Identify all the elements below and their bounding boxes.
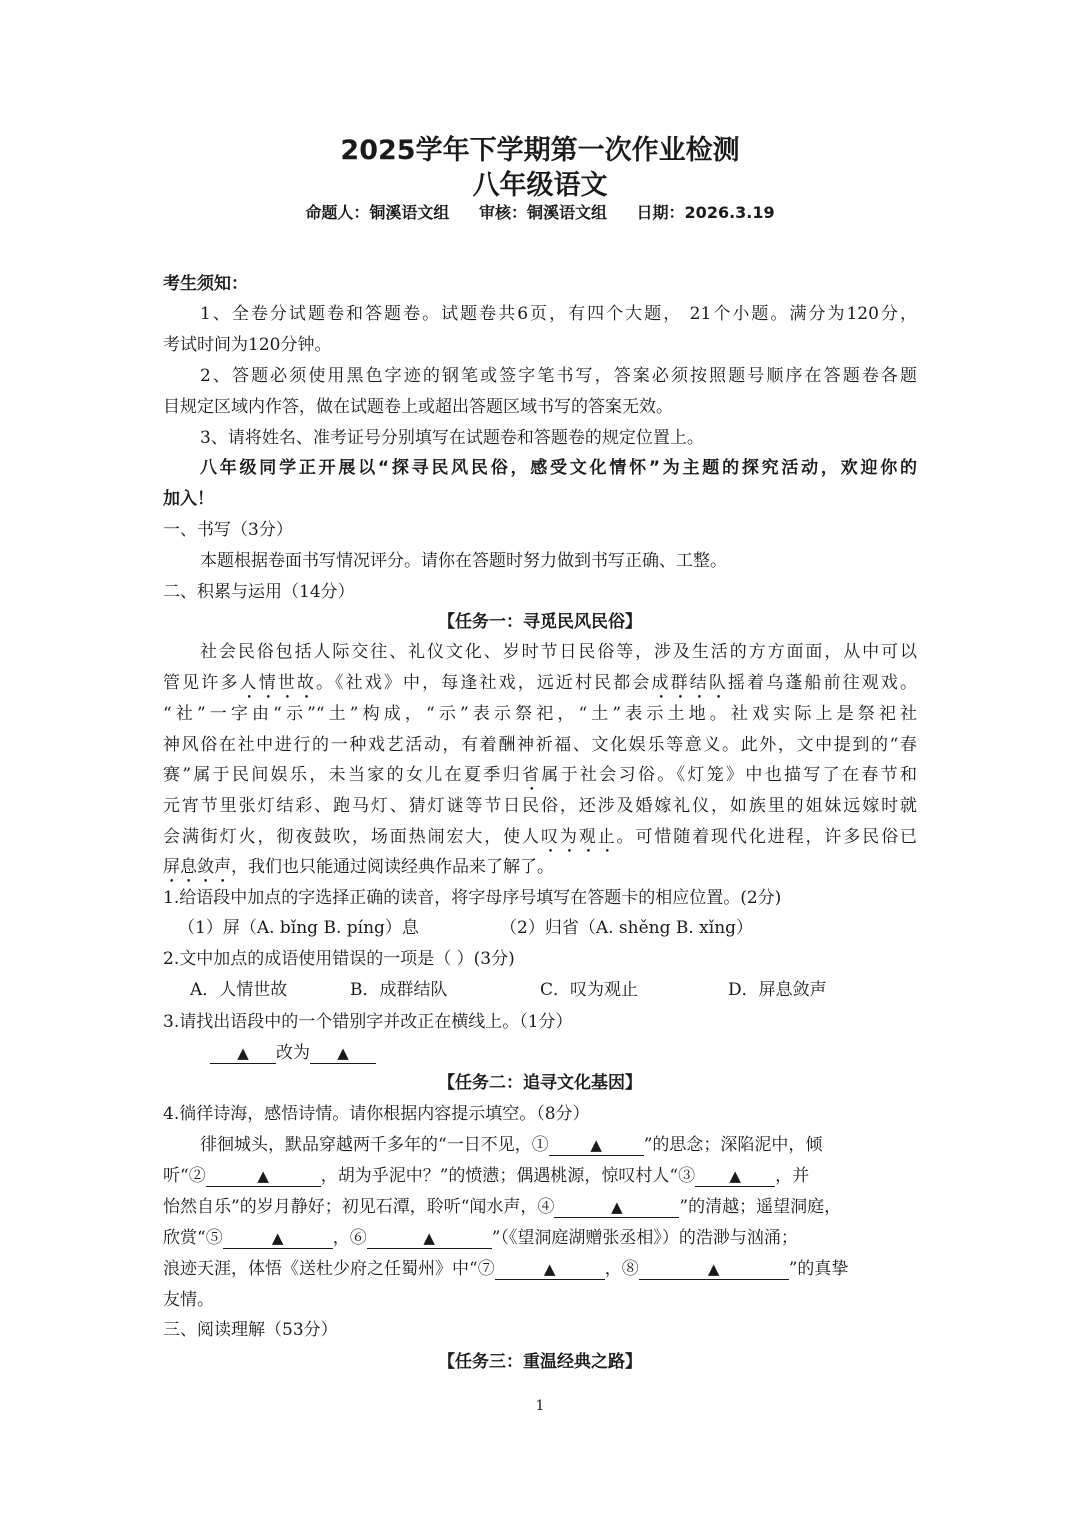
triangle-marker-icon: ▲ — [729, 1167, 741, 1185]
answer-blank-5[interactable] — [223, 1228, 333, 1249]
question-1-option-1: （1）屏（A. bǐng B. píng）息 — [178, 918, 419, 938]
triangle-marker-icon: ▲ — [237, 1044, 249, 1062]
question-2-option-b: B．成群结队 — [350, 980, 448, 1000]
notice-item-2a: 2、答题必须使用黑色字迹的钢笔或签字笔书写，答案必须按照题号顺序在答题卷各题 — [200, 366, 917, 386]
question-2-option-a: A．人情世故 — [190, 980, 288, 1000]
dotted-idiom-2: 成群结队 — [651, 673, 728, 693]
question-4: 4.徜徉诗海，感悟诗情。请你根据内容提示填空。（8分） — [163, 1104, 590, 1124]
q4-line-2: 听“② ▲ ，胡为乎泥中？”的愤懑；偶遇桃源，惊叹村人“③ ▲ ，并 — [163, 1166, 810, 1186]
answer-blank-6[interactable] — [367, 1228, 492, 1249]
intro-line-1: 八年级同学正开展以“探寻民风民俗，感受文化情怀”为主题的探究活动，欢迎你的 — [200, 458, 917, 478]
reviewer: 审核：铜溪语文组 — [478, 203, 607, 222]
triangle-marker-icon: ▲ — [611, 1198, 623, 1216]
author: 命题人：铜溪语文组 — [305, 203, 450, 222]
triangle-marker-icon: ▲ — [423, 1229, 435, 1247]
triangle-marker-icon: ▲ — [337, 1044, 349, 1062]
section2-heading: 二、积累与运用（14分） — [163, 582, 355, 602]
notice-item-1a: 1、全卷分试题卷和答题卷。试题卷共6页，有四个大题， 21个小题。满分为120分， — [200, 304, 917, 324]
q4-line-3: 怡然自乐”的岁月静好；初见石潭，聆听“闻水声，④ ▲ ”的清越；遥望洞庭， — [163, 1197, 842, 1217]
answer-blank-3[interactable] — [695, 1166, 775, 1187]
question-1-option-2: （2）归省（A. shěng B. xǐng） — [500, 918, 754, 938]
passage-line-3: “社”一字由“示”“土”构成，“示”表示祭祀，“土”表示土地。社戏实际上是祭祀社 — [163, 704, 917, 724]
passage-line-4: 神风俗在社中进行的一种戏艺活动，有着酬神祈福、文化娱乐等意义。此外，文中提到的“春 — [163, 735, 917, 755]
notice-item-2b: 目规定区域内作答，做在试题卷上或超出答题区域书写的答案无效。 — [163, 397, 673, 417]
page-number: 1 — [535, 1398, 545, 1414]
task2-title: 【任务二：追寻文化基因】 — [438, 1073, 642, 1093]
dotted-idiom-3: 叹为观止 — [540, 827, 617, 847]
question-3: 3.请找出语段中的一个错别字并改正在横线上。（1分） — [163, 1012, 573, 1032]
dotted-char-ping: 屏 — [163, 857, 180, 877]
exam-title: 2025学年下学期第一次作业检测 — [340, 135, 740, 166]
answer-blank-1[interactable] — [549, 1135, 644, 1156]
answer-blank-4[interactable] — [554, 1197, 679, 1218]
answer-blank[interactable] — [210, 1043, 276, 1064]
date: 日期：2026.3.19 — [636, 203, 775, 222]
triangle-marker-icon: ▲ — [590, 1136, 602, 1154]
question-3-answer-line: ▲ 改为 ▲ — [210, 1041, 376, 1065]
intro-line-2: 加入！ — [163, 489, 214, 509]
passage-line-7: 会满街灯火，彻夜鼓吹，场面热闹宏大，使人叹为观止。可惜随着现代化进程，许多民俗已 — [163, 827, 918, 847]
answer-blank-8[interactable] — [639, 1259, 789, 1280]
triangle-marker-icon: ▲ — [271, 1229, 284, 1247]
question-2: 2.文中加点的成语使用错误的一项是（ ）(3分) — [163, 949, 515, 969]
task1-title: 【任务一：寻觅民风民俗】 — [438, 612, 642, 632]
answer-blank[interactable] — [310, 1043, 376, 1064]
q4-line-6: 友情。 — [163, 1290, 214, 1310]
notice-item-1b: 考试时间为120分钟。 — [163, 335, 332, 355]
passage-line-1: 社会民俗包括人际交往、礼仪文化、岁时节日民俗等，涉及生活的方方面面，从中可以 — [200, 642, 917, 662]
dotted-char-sheng: 省 — [521, 765, 542, 785]
notice-item-3: 3、请将姓名、准考证号分别填写在试题卷和答题卷的规定位置上。 — [200, 428, 704, 448]
answer-blank-7[interactable] — [495, 1259, 605, 1280]
passage-line-5: 赛”属于民间娱乐，未当家的女儿在夏季归省属于社会习俗。《灯笼》中也描写了在春节和 — [163, 765, 917, 785]
question-1: 1.给语段中加点的字选择正确的读音，将字母序号填写在答题卡的相应位置。(2分) — [163, 888, 782, 908]
notice-heading: 考生须知： — [163, 274, 248, 294]
passage-line-6: 元宵节里张灯结彩、跑马灯、猜灯谜等节日民俗，还涉及婚嫁礼仪，如族里的姐妹远嫁时就 — [163, 796, 917, 816]
passage-line-8: 屏息敛声，我们也只能通过阅读经典作品来了解了。 — [163, 857, 554, 877]
dotted-idiom-4: 息敛声 — [180, 857, 231, 877]
section3-heading: 三、阅读理解（53分） — [163, 1320, 338, 1340]
triangle-marker-icon: ▲ — [543, 1260, 556, 1278]
q4-line-1: 徘徊城头，默品穿越两千多年的“一日不见，① ▲ ”的思念；深陷泥中，倾 — [200, 1135, 823, 1155]
task3-title: 【任务三：重温经典之路】 — [438, 1352, 642, 1372]
triangle-marker-icon: ▲ — [707, 1260, 720, 1278]
section1-heading: 一、书写（3分） — [163, 520, 293, 540]
section1-text: 本题根据卷面书写情况评分。请你在答题时努力做到书写正确、工整。 — [200, 551, 727, 571]
question-2-option-d: D．屏息敛声 — [728, 980, 827, 1000]
exam-subtitle: 八年级语文 — [472, 170, 608, 201]
q4-line-4: 欣赏“⑤ ▲ ，⑥ ▲ ”（《望洞庭湖赠张丞相》）的浩渺与汹涌； — [163, 1228, 798, 1248]
dotted-idiom-1: 人情世故 — [239, 673, 316, 693]
passage-line-2: 管见许多人情世故。《社戏》中，每逢社戏，远近村民都会成群结队摇着乌蓬船前往观戏。 — [163, 673, 918, 693]
answer-blank-2[interactable] — [206, 1166, 321, 1187]
triangle-marker-icon: ▲ — [257, 1167, 269, 1185]
exam-meta — [0, 200, 1080, 223]
question-2-option-c: C．叹为观止 — [540, 980, 639, 1000]
q4-line-5: 浪迹天涯，体悟《送杜少府之任蜀州》中“⑦ ▲ ，⑧ ▲ ”的真挚 — [163, 1259, 849, 1279]
